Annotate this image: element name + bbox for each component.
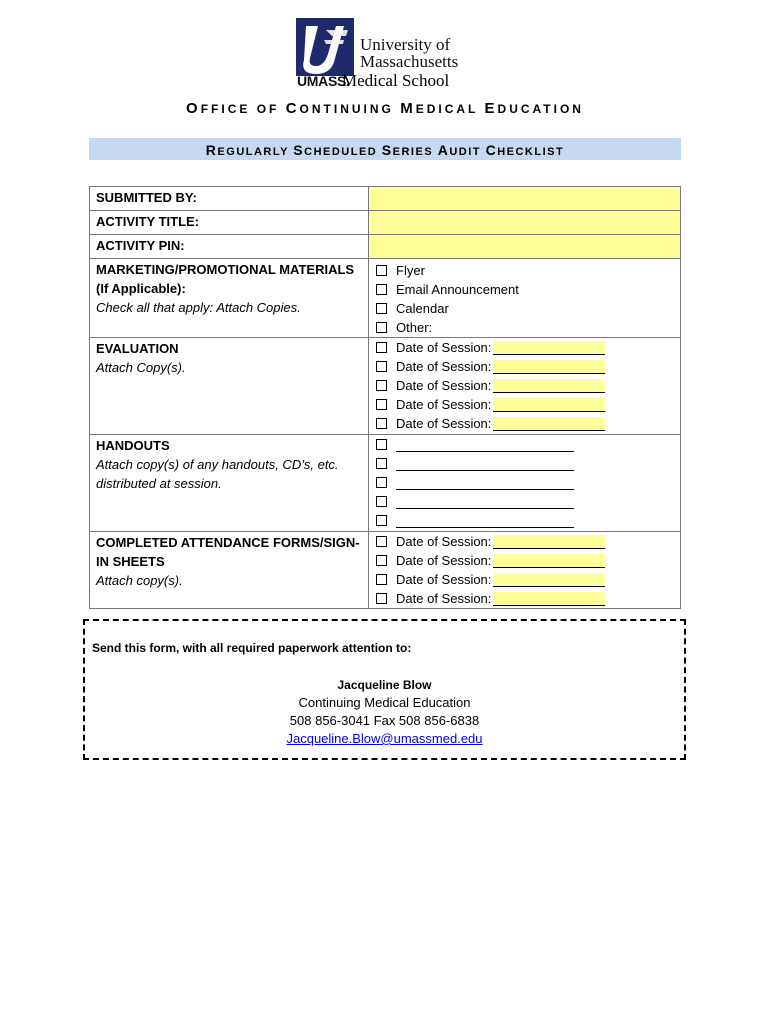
checkbox[interactable] xyxy=(376,477,387,488)
activity-title-row xyxy=(90,211,681,235)
office-heading: OFFICE OF CONTINUING MEDICAL EDUCATION xyxy=(186,100,584,117)
evaluation-session[interactable]: Date of Session: xyxy=(369,414,680,433)
checkbox[interactable] xyxy=(376,574,387,585)
contact-email-link[interactable]: Jacqueline.Blow@umassmed.edu xyxy=(286,731,483,746)
handout-item[interactable] xyxy=(369,492,680,511)
handout-item[interactable] xyxy=(369,435,680,454)
evaluation-session[interactable]: Date of Session: xyxy=(369,395,680,414)
audit-checklist-table xyxy=(89,186,681,609)
marketing-options xyxy=(369,259,681,338)
checkbox[interactable] xyxy=(376,265,387,276)
session-date-field[interactable] xyxy=(493,417,605,431)
logo-line-2: Massachusetts xyxy=(360,52,459,71)
submitted-by-label: SUBMITTED BY: xyxy=(90,187,369,211)
handouts-items xyxy=(369,435,681,532)
evaluation-session[interactable]: Date of Session: xyxy=(369,357,680,376)
checkbox[interactable] xyxy=(376,515,387,526)
marketing-sub: (If Applicable): xyxy=(96,281,186,296)
handouts-label-cell xyxy=(90,435,369,532)
session-date-field[interactable] xyxy=(493,535,605,549)
checkbox[interactable] xyxy=(376,593,387,604)
evaluation-sessions xyxy=(369,338,681,435)
contact-block xyxy=(85,676,684,748)
checkbox[interactable] xyxy=(376,380,387,391)
handout-field[interactable] xyxy=(396,476,574,490)
attendance-session[interactable]: Date of Session: xyxy=(369,570,680,589)
attendance-session[interactable]: Date of Session: xyxy=(369,532,680,551)
submitted-by-field[interactable] xyxy=(369,187,681,211)
handout-field[interactable] xyxy=(396,457,574,471)
checkbox[interactable] xyxy=(376,342,387,353)
checkbox[interactable] xyxy=(376,418,387,429)
attendance-label-cell xyxy=(90,532,369,609)
checkbox[interactable] xyxy=(376,439,387,450)
handout-field[interactable] xyxy=(396,438,574,452)
checkbox[interactable] xyxy=(376,303,387,314)
attendance-row xyxy=(90,532,681,609)
evaluation-session[interactable]: Date of Session: xyxy=(369,338,680,357)
session-date-field[interactable] xyxy=(493,360,605,374)
handout-item[interactable] xyxy=(369,454,680,473)
activity-title-label: ACTIVITY TITLE: xyxy=(90,211,369,235)
checkbox[interactable] xyxy=(376,496,387,507)
activity-title-field[interactable] xyxy=(369,211,681,235)
send-lead-text: Send this form, with all required paperwork attention to: xyxy=(92,641,412,655)
session-date-field[interactable] xyxy=(493,379,605,393)
session-date-field[interactable] xyxy=(493,341,605,355)
handouts-hint: Attach copy(s) of any handouts, CD’s, etc. distributed at session. xyxy=(96,457,339,491)
contact-phone: 508 856-3041 Fax 508 856-6838 xyxy=(289,713,480,728)
evaluation-session[interactable]: Date of Session: xyxy=(369,376,680,395)
checkbox[interactable] xyxy=(376,555,387,566)
marketing-hint: Check all that apply: Attach Copies. xyxy=(96,300,301,315)
logo-wordmark xyxy=(360,36,458,70)
send-instructions-box xyxy=(83,619,686,760)
activity-pin-row xyxy=(90,235,681,259)
logo-line-1: University of xyxy=(360,35,451,54)
handout-item[interactable] xyxy=(369,511,680,530)
evaluation-hint: Attach Copy(s). xyxy=(96,360,186,375)
evaluation-row xyxy=(90,338,681,435)
handouts-row xyxy=(90,435,681,532)
checkbox[interactable] xyxy=(376,322,387,333)
session-date-field[interactable] xyxy=(493,398,605,412)
attendance-session[interactable]: Date of Session: xyxy=(369,589,680,608)
session-date-field[interactable] xyxy=(493,592,605,606)
handout-field[interactable] xyxy=(396,495,574,509)
attendance-label-1: COMPLETED ATTENDANCE FORMS/SIGN- xyxy=(96,535,360,550)
checkbox[interactable] xyxy=(376,399,387,410)
contact-name: Jacqueline Blow xyxy=(337,678,432,692)
marketing-option[interactable]: Calendar xyxy=(369,299,680,318)
activity-pin-label: ACTIVITY PIN: xyxy=(90,235,369,259)
activity-pin-field[interactable] xyxy=(369,235,681,259)
attendance-label-2: IN SHEETS xyxy=(96,554,165,569)
form-title-bar: REGULARLY SCHEDULED SERIES AUDIT CHECKLIST xyxy=(89,138,681,160)
handout-field[interactable] xyxy=(396,514,574,528)
contact-department: Continuing Medical Education xyxy=(298,695,471,710)
marketing-option[interactable]: Email Announcement xyxy=(369,280,680,299)
session-date-field[interactable] xyxy=(493,554,605,568)
evaluation-label-cell xyxy=(90,338,369,435)
logo-umass: UMASS. xyxy=(297,73,350,89)
marketing-row xyxy=(90,259,681,338)
checkbox[interactable] xyxy=(376,458,387,469)
umass-logo xyxy=(296,18,486,90)
session-date-field[interactable] xyxy=(493,573,605,587)
attendance-hint: Attach copy(s). xyxy=(96,573,183,588)
checkbox[interactable] xyxy=(376,284,387,295)
logo-line-3: Medical School xyxy=(342,71,450,90)
attendance-session[interactable]: Date of Session: xyxy=(369,551,680,570)
handouts-label: HANDOUTS xyxy=(96,438,170,453)
attendance-sessions xyxy=(369,532,681,609)
marketing-label: MARKETING/PROMOTIONAL MATERIALS xyxy=(96,262,355,277)
marketing-label-cell xyxy=(90,259,369,338)
evaluation-label: EVALUATION xyxy=(96,341,179,356)
marketing-option[interactable]: Flyer xyxy=(369,261,680,280)
checkbox[interactable] xyxy=(376,536,387,547)
handout-item[interactable] xyxy=(369,473,680,492)
submitted-by-row xyxy=(90,187,681,211)
marketing-option[interactable]: Other: xyxy=(369,318,680,337)
checkbox[interactable] xyxy=(376,361,387,372)
